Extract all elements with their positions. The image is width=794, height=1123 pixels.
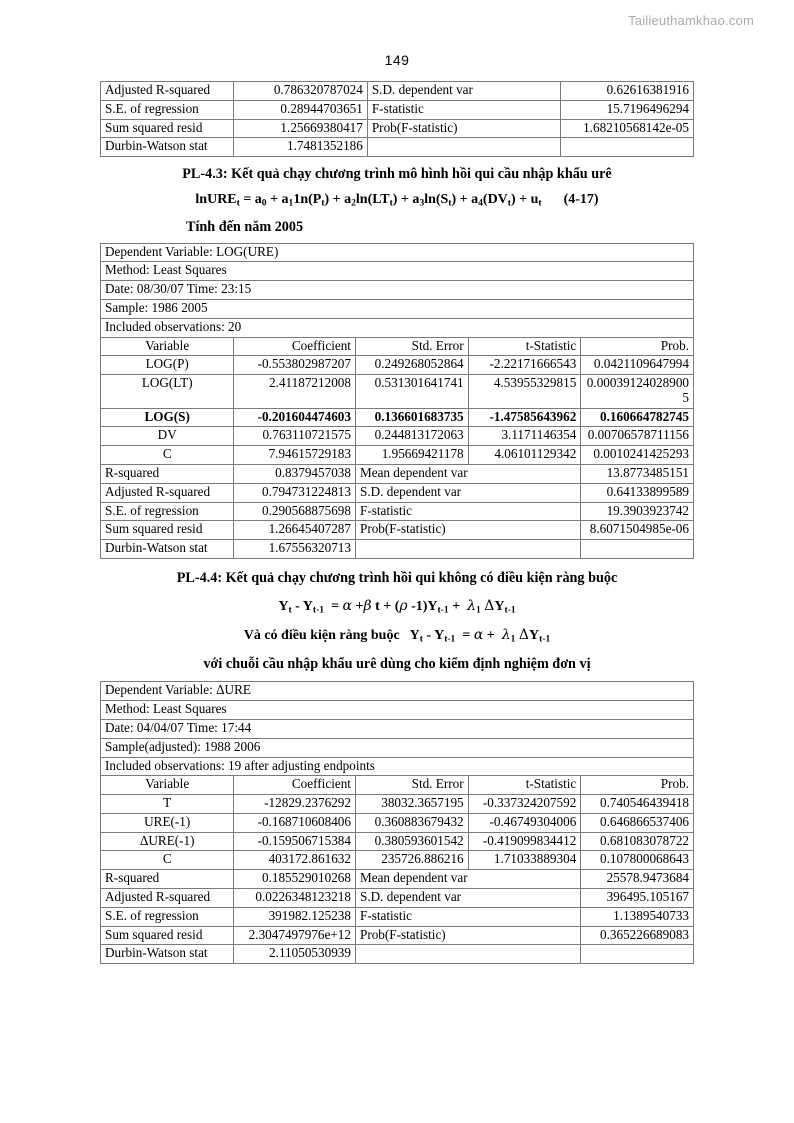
stat-value: 0.0226348123218 bbox=[234, 889, 356, 908]
equation-unrestricted bbox=[100, 597, 694, 617]
column-header-std-error: Std. Error bbox=[355, 776, 468, 795]
stat-label-2: Mean dependent var bbox=[355, 870, 580, 889]
table-row bbox=[101, 540, 694, 559]
cell-coefficient: -0.168710608406 bbox=[234, 813, 356, 832]
cell-t-statistic: -1.47585643962 bbox=[468, 408, 581, 427]
stat-value-2: 25578.9473684 bbox=[581, 870, 694, 889]
equation-number: (4-17) bbox=[563, 191, 599, 207]
column-header-coefficient: Coefficient bbox=[234, 776, 356, 795]
cell-t-statistic: -2.22171666543 bbox=[468, 356, 581, 375]
cell-std-error: 0.380593601542 bbox=[355, 832, 468, 851]
stat-label: S.E. of regression bbox=[101, 100, 234, 119]
cell-coefficient: 7.94615729183 bbox=[234, 446, 356, 465]
table-row bbox=[101, 795, 694, 814]
table-row bbox=[101, 446, 694, 465]
cell-t-statistic: 4.53955329815 bbox=[468, 375, 581, 409]
cell-std-error: 0.136601683735 bbox=[355, 408, 468, 427]
equation-unrestricted-body: $Y_t - Y_{t-1} = \alpha +\beta$ t + (ρ $-1)Y_{t-1} + \lambda_1$ $\Delta Y_{t-1}$ bbox=[278, 597, 516, 616]
dependent-variable: Dependent Variable: LOG(URE) bbox=[101, 243, 694, 262]
cell-variable: URE(-1) bbox=[101, 813, 234, 832]
stat-label: S.E. of regression bbox=[101, 502, 234, 521]
table-row-highlighted bbox=[101, 408, 694, 427]
equation-restricted-body: $Y_t - Y_{t-1} = \alpha + \lambda_1$ $\Delta Y_{t-1}$ bbox=[403, 626, 551, 645]
cell-prob: 0.107800068643 bbox=[581, 851, 694, 870]
cell-coefficient: -0.553802987207 bbox=[234, 356, 356, 375]
table-header-line-row bbox=[101, 682, 694, 701]
stat-label: Durbin-Watson stat bbox=[101, 138, 234, 157]
cell-t-statistic: 3.1171146354 bbox=[468, 427, 581, 446]
column-header-variable: Variable bbox=[101, 337, 234, 356]
stat-label-2: Prob(F-statistic) bbox=[367, 119, 560, 138]
table-column-header-row bbox=[101, 337, 694, 356]
stat-label-2: F-statistic bbox=[367, 100, 560, 119]
stat-value-2: 15.7196496294 bbox=[560, 100, 693, 119]
cell-std-error: 0.531301641741 bbox=[355, 375, 468, 409]
cell-variable: C bbox=[101, 851, 234, 870]
cell-coefficient: 2.41187212008 bbox=[234, 375, 356, 409]
stat-label-2: S.D. dependent var bbox=[367, 82, 560, 101]
stat-label-2: Mean dependent var bbox=[355, 465, 580, 484]
table-dure-regression bbox=[100, 681, 694, 964]
stat-value-2 bbox=[581, 945, 694, 964]
column-header-coefficient: Coefficient bbox=[234, 337, 356, 356]
column-header-variable: Variable bbox=[101, 776, 234, 795]
cell-prob: 0.740546439418 bbox=[581, 795, 694, 814]
cell-std-error: 235726.886216 bbox=[355, 851, 468, 870]
stat-label: Durbin-Watson stat bbox=[101, 540, 234, 559]
table-row bbox=[101, 926, 694, 945]
cell-prob: 0.0010241425293 bbox=[581, 446, 694, 465]
section-subheading-pl43: Tính đến năm 2005 bbox=[186, 218, 304, 235]
stat-label: Adjusted R-squared bbox=[101, 82, 234, 101]
equation-4-17 bbox=[100, 191, 694, 210]
stat-label: Sum squared resid bbox=[101, 521, 234, 540]
stat-value-2: 1.1389540733 bbox=[581, 907, 694, 926]
table-header-line-row bbox=[101, 720, 694, 739]
stat-label: R-squared bbox=[101, 870, 234, 889]
stat-value: 2.11050530939 bbox=[234, 945, 356, 964]
cell-prob: 0.646866537406 bbox=[581, 813, 694, 832]
column-header-prob: Prob. bbox=[581, 776, 694, 795]
table-row bbox=[101, 375, 694, 409]
table-header-line-row bbox=[101, 281, 694, 300]
stat-value-2: 8.6071504985e-06 bbox=[581, 521, 694, 540]
table-row bbox=[101, 427, 694, 446]
cell-std-error: 0.249268052864 bbox=[355, 356, 468, 375]
stat-value: 0.290568875698 bbox=[234, 502, 356, 521]
method: Method: Least Squares bbox=[101, 262, 694, 281]
cell-variable: LOG(S) bbox=[101, 408, 234, 427]
column-header-std-error: Std. Error bbox=[355, 337, 468, 356]
section-heading-pl43: PL-4.3: Kết quả chạy chương trình mô hình hồi qui cầu nhập khẩu urê bbox=[182, 166, 612, 183]
table-header-line-row bbox=[101, 262, 694, 281]
stat-value: 1.25669380417 bbox=[234, 119, 367, 138]
cell-prob: 0.681083078722 bbox=[581, 832, 694, 851]
page-number: 149 bbox=[384, 52, 410, 68]
section-heading-pl44: PL-4.4: Kết quả chạy chương trình hồi qui không có điều kiện ràng buộc bbox=[176, 569, 618, 586]
table-column-header-row bbox=[101, 776, 694, 795]
stat-value: 1.67556320713 bbox=[234, 540, 356, 559]
stat-value-2: 0.64133899589 bbox=[581, 483, 694, 502]
table-row bbox=[101, 851, 694, 870]
equation-4-17-body: lnURE$_t$ = $a_0 + a_11n(P_t) + a_2\ln(LT_t) + a_3\ln(S_t) + a_4(DV_t) + u_t$ bbox=[195, 191, 542, 209]
table-row bbox=[101, 82, 694, 101]
cell-variable: ΔURE(-1) bbox=[101, 832, 234, 851]
stat-value: 1.7481352186 bbox=[234, 138, 367, 157]
stat-value: 0.185529010268 bbox=[234, 870, 356, 889]
stat-label: S.E. of regression bbox=[101, 907, 234, 926]
cell-variable: LOG(P) bbox=[101, 356, 234, 375]
table-header-line-row bbox=[101, 757, 694, 776]
stat-label: R-squared bbox=[101, 465, 234, 484]
cell-coefficient: -12829.2376292 bbox=[234, 795, 356, 814]
table-header-line-row bbox=[101, 701, 694, 720]
table-header-line-row bbox=[101, 738, 694, 757]
stat-label-2 bbox=[367, 138, 560, 157]
table-row bbox=[101, 138, 694, 157]
stat-value: 391982.125238 bbox=[234, 907, 356, 926]
table-top-continuation bbox=[100, 81, 694, 157]
table-row bbox=[101, 889, 694, 908]
stat-label-2: S.D. dependent var bbox=[355, 483, 580, 502]
table-row bbox=[101, 483, 694, 502]
cell-prob: 0.000391240289005 bbox=[581, 375, 694, 409]
cell-std-error: 38032.3657195 bbox=[355, 795, 468, 814]
cell-variable: DV bbox=[101, 427, 234, 446]
sample: Sample: 1986 2005 bbox=[101, 299, 694, 318]
stat-value-2 bbox=[581, 540, 694, 559]
stat-value: 0.28944703651 bbox=[234, 100, 367, 119]
equation-restricted bbox=[100, 626, 694, 646]
cell-std-error: 1.95669421178 bbox=[355, 446, 468, 465]
cell-t-statistic: -0.337324207592 bbox=[468, 795, 581, 814]
included-observations: Included observations: 19 after adjusting endpoints bbox=[101, 757, 694, 776]
date-time: Date: 04/04/07 Time: 17:44 bbox=[101, 720, 694, 739]
dependent-variable: Dependent Variable: ΔURE bbox=[101, 682, 694, 701]
stat-label: Adjusted R-squared bbox=[101, 483, 234, 502]
table-ure-regression bbox=[100, 243, 694, 559]
table-row bbox=[101, 521, 694, 540]
cell-prob: 0.00706578711156 bbox=[581, 427, 694, 446]
cell-t-statistic: -0.46749304006 bbox=[468, 813, 581, 832]
cell-prob: 0.0421109647994 bbox=[581, 356, 694, 375]
stat-value-2: 13.8773485151 bbox=[581, 465, 694, 484]
cell-variable: LOG(LT) bbox=[101, 375, 234, 409]
table-row bbox=[101, 870, 694, 889]
cell-coefficient: 0.763110721575 bbox=[234, 427, 356, 446]
table-row bbox=[101, 832, 694, 851]
cell-coefficient: 403172.861632 bbox=[234, 851, 356, 870]
cell-variable: T bbox=[101, 795, 234, 814]
cell-t-statistic: -0.419099834412 bbox=[468, 832, 581, 851]
table-row bbox=[101, 813, 694, 832]
stat-value-2: 396495.105167 bbox=[581, 889, 694, 908]
date-time: Date: 08/30/07 Time: 23:15 bbox=[101, 281, 694, 300]
watermark: Tailieuthamkhao.com bbox=[628, 13, 754, 28]
included-observations: Included observations: 20 bbox=[101, 318, 694, 337]
cell-coefficient: -0.159506715384 bbox=[234, 832, 356, 851]
equation-restricted-prefix: Và có điều kiện ràng buộc bbox=[243, 627, 400, 643]
table-header-line-row bbox=[101, 318, 694, 337]
stat-value: 1.26645407287 bbox=[234, 521, 356, 540]
stat-label-2 bbox=[355, 945, 580, 964]
table-row bbox=[101, 945, 694, 964]
table-row bbox=[101, 119, 694, 138]
table-row bbox=[101, 465, 694, 484]
stat-label-2: F-statistic bbox=[355, 502, 580, 521]
stat-value-2: 0.62616381916 bbox=[560, 82, 693, 101]
table-header-line-row bbox=[101, 299, 694, 318]
table-header-line-row bbox=[101, 243, 694, 262]
stat-label-2: Prob(F-statistic) bbox=[355, 521, 580, 540]
stat-value: 0.8379457038 bbox=[234, 465, 356, 484]
stat-label-2 bbox=[355, 540, 580, 559]
stat-label: Durbin-Watson stat bbox=[101, 945, 234, 964]
stat-value: 0.794731224813 bbox=[234, 483, 356, 502]
cell-std-error: 0.360883679432 bbox=[355, 813, 468, 832]
section-subheading-pl44: với chuỗi cầu nhập khẩu urê dùng cho kiểm định nghiệm đơn vị bbox=[203, 655, 591, 672]
cell-t-statistic: 1.71033889304 bbox=[468, 851, 581, 870]
stat-value: 0.786320787024 bbox=[234, 82, 367, 101]
stat-label-2: F-statistic bbox=[355, 907, 580, 926]
column-header-t-statistic: t-Statistic bbox=[468, 337, 581, 356]
stat-label: Adjusted R-squared bbox=[101, 889, 234, 908]
cell-prob: 0.160664782745 bbox=[581, 408, 694, 427]
cell-std-error: 0.244813172063 bbox=[355, 427, 468, 446]
stat-value: 2.3047497976e+12 bbox=[234, 926, 356, 945]
sample: Sample(adjusted): 1988 2006 bbox=[101, 738, 694, 757]
table-row bbox=[101, 502, 694, 521]
stat-label-2: Prob(F-statistic) bbox=[355, 926, 580, 945]
stat-label: Sum squared resid bbox=[101, 926, 234, 945]
column-header-t-statistic: t-Statistic bbox=[468, 776, 581, 795]
table-row bbox=[101, 100, 694, 119]
column-header-prob: Prob. bbox=[581, 337, 694, 356]
stat-value-2: 1.68210568142e-05 bbox=[560, 119, 693, 138]
stat-value-2: 0.365226689083 bbox=[581, 926, 694, 945]
stat-label: Sum squared resid bbox=[101, 119, 234, 138]
method: Method: Least Squares bbox=[101, 701, 694, 720]
cell-t-statistic: 4.06101129342 bbox=[468, 446, 581, 465]
stat-label-2: S.D. dependent var bbox=[355, 889, 580, 908]
stat-value-2: 19.3903923742 bbox=[581, 502, 694, 521]
table-row bbox=[101, 907, 694, 926]
stat-value-2 bbox=[560, 138, 693, 157]
cell-variable: C bbox=[101, 446, 234, 465]
cell-coefficient: -0.201604474603 bbox=[234, 408, 356, 427]
table-row bbox=[101, 356, 694, 375]
